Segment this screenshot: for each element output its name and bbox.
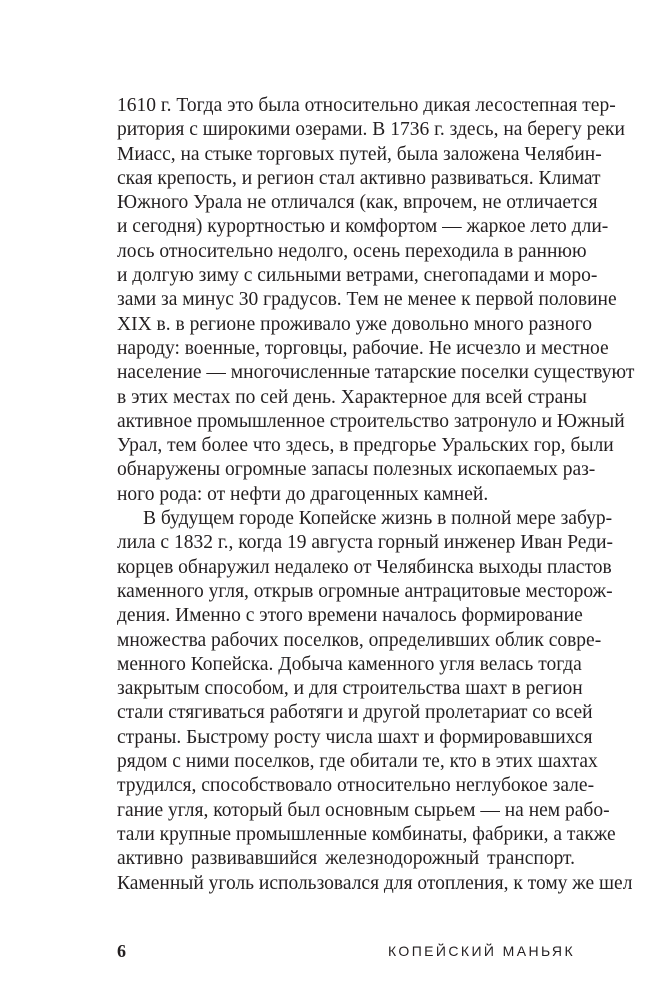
text-line: активное промышленное строительство затронуло и Южный	[117, 410, 625, 432]
text-line: Миасс, на стыке торговых путей, была заложена Челябин-	[117, 143, 602, 165]
text-line: Южного Урала не отличался (как, впрочем, не отличается	[117, 192, 598, 214]
text-line: и долгую зиму с сильными ветрами, снегопадами и моро-	[117, 265, 598, 287]
paragraph	[117, 507, 633, 896]
text-line: лось относительно недолго, осень переходила в раннюю	[117, 240, 587, 262]
paragraph	[117, 94, 635, 507]
text-line: Каменный уголь использовался для отопления, к тому же шел	[117, 872, 633, 894]
text-line: стали стягиваться работяги и другой пролетариат со всей	[117, 702, 593, 724]
body-text	[117, 94, 635, 896]
text-line: каменного угля, открыв огромные антрацитовые месторож-	[117, 580, 613, 602]
text-line: народу: военные, торговцы, рабочие. Не исчезло и местное	[117, 337, 609, 359]
text-line: гание угля, который был основным сырьем — на нем рабо-	[117, 799, 610, 821]
text-line: рядом с ними поселков, где обитали те, кто в этих шахтах	[117, 751, 598, 773]
text-line: в этих местах по сей день. Характерное для всей страны	[117, 386, 587, 408]
text-line: население — многочисленные татарские поселки существуют	[117, 362, 635, 384]
text-line: ская крепость, и регион стал активно развиваться. Климат	[117, 167, 601, 189]
running-title: КОПЕЙСКИЙ МАНЬЯК	[388, 943, 575, 959]
text-line: и сегодня) курортностью и комфортом — жаркое лето дли-	[117, 216, 609, 238]
text-line: 1610 г. Тогда это была относительно дикая лесостепная тер-	[117, 95, 616, 116]
text-line: корцев обнаружил недалеко от Челябинска выходы пластов	[117, 556, 612, 578]
text-line: закрытым способом, и для строительства шахт в регион	[117, 678, 583, 700]
text-line: обнаружены огромные запасы полезных ископаемых раз-	[117, 459, 596, 481]
text-line: лила с 1832 г., когда 19 августа горный инженер Иван Реди-	[117, 532, 614, 554]
text-line: зами за минус 30 градусов. Тем не менее к первой половине	[117, 289, 617, 311]
text-line: множества рабочих поселков, определивших облик совре-	[117, 629, 602, 651]
text-line: дения. Именно с этого времени началось формирование	[117, 605, 583, 627]
text-line: трудился, способствовало относительно неглубокое зале-	[117, 775, 595, 797]
text-line: страны. Быстрому росту числа шахт и формировавшихся	[117, 726, 593, 748]
text-line: В будущем городе Копейске жизнь в полной мере забур-	[143, 508, 613, 530]
text-line: Урал, тем более что здесь, в предгорье Уральских гор, были	[117, 435, 614, 457]
text-line: менного Копейска. Добыча каменного угля велась тогда	[117, 653, 582, 675]
page-number: 6	[117, 941, 126, 961]
text-line: XIX в. в регионе проживало уже довольно много разного	[117, 313, 592, 335]
text-line: активно развивавшийся железнодорожный транспорт.	[117, 848, 575, 870]
text-line: тали крупные промышленные комбинаты, фабрики, а также	[117, 823, 616, 845]
text-line: ритория с широкими озерами. В 1736 г. здесь, на берегу реки	[117, 119, 625, 141]
text-line: ного рода: от нефти до драгоценных камней.	[117, 483, 489, 505]
page-footer	[117, 940, 575, 964]
